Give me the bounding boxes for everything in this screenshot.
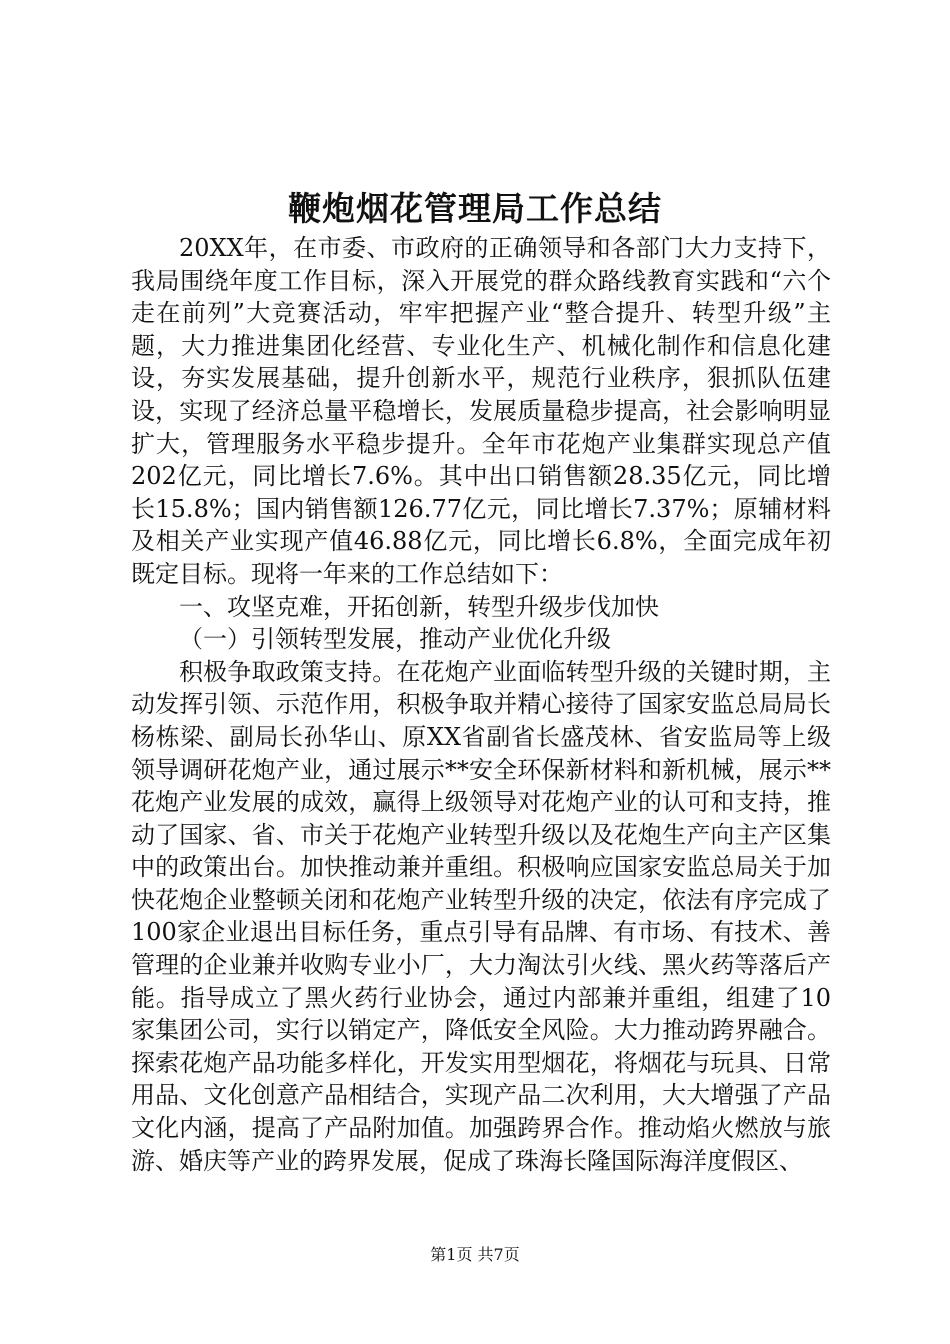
body-paragraph: 积极争取政策支持。在花炮产业面临转型升级的关键时期，主动发挥引领、示范作用，积极争取并精心接待了国家安监总局局长杨栋梁、副局长孙华山、原XX省副省长盛茂林、省安监局等上级领导调研花炮产业，通过展示**安全环保新材料和新机械，展示**花炮产业发展的成效，赢得上级领导对花炮产业的认可和支持，推动了国家、省、市关于花炮产业转型升级以及花炮生产向主产区集中的政策出台。加快推动兼并重组。积极响应国家安监总局关于加快花炮企业整顿关闭和花炮产业转型升级的决定，依法有序完成了100家企业退出目标任务，重点引导有品牌、有市场、有技术、善管理的企业兼并收购专业小厂，大力淘汰引火线、黑火药等落后产能。指导成立了黑火药行业协会，通过内部兼并重组，组建了10家集团公司，实行以销定产，降低安全风险。大力推动跨界融合。探索花炮产品功能多样化，开发实用型烟花，将烟花与玩具、日常用品、文化创意产品相结合，实现产品二次利用，大大增强了产品文化内涵，提高了产品附加值。加强跨界合作。推动焰火燃放与旅游、婚庆等产业的跨界发展，促成了珠海长隆国际海洋度假区、 [131, 657, 831, 1175]
page-footer: 第1页 共7页 [430, 1245, 520, 1264]
intro-paragraph: 20XX年，在市委、市政府的正确领导和各部门大力支持下，我局围绕年度工作目标，深入开展党的群众路线教育实践和“六个走在前列”大竞赛活动，牢牢把握产业“整合提升、转型升级”主题，大力推进集团化经营、专业化生产、机械化制作和信息化建设，夯实发展基础，提升创新水平，规范行业秩序，狠抓队伍建设，实现了经济总量平稳增长，发展质量稳步提高，社会影响明显扩大，管理服务水平稳步提升。全年市花炮产业集群实现总产值202亿元，同比增长7.6%。其中出口销售额28.35亿元，同比增长15.8%；国内销售额126.77亿元，同比增长7.37%；原辅材料及相关产业实现产值46.88亿元，同比增长6.8%，全面完成年初既定目标。现将一年来的工作总结如下： [131, 234, 831, 588]
document-title: 鞭炮烟花管理局工作总结 [288, 189, 662, 228]
section-heading-1: 一、攻坚克难，开拓创新，转型升级步伐加快 [179, 592, 659, 621]
subsection-heading-1: （一）引领转型发展，推动产业优化升级 [179, 625, 611, 654]
document-body [131, 232, 831, 1177]
